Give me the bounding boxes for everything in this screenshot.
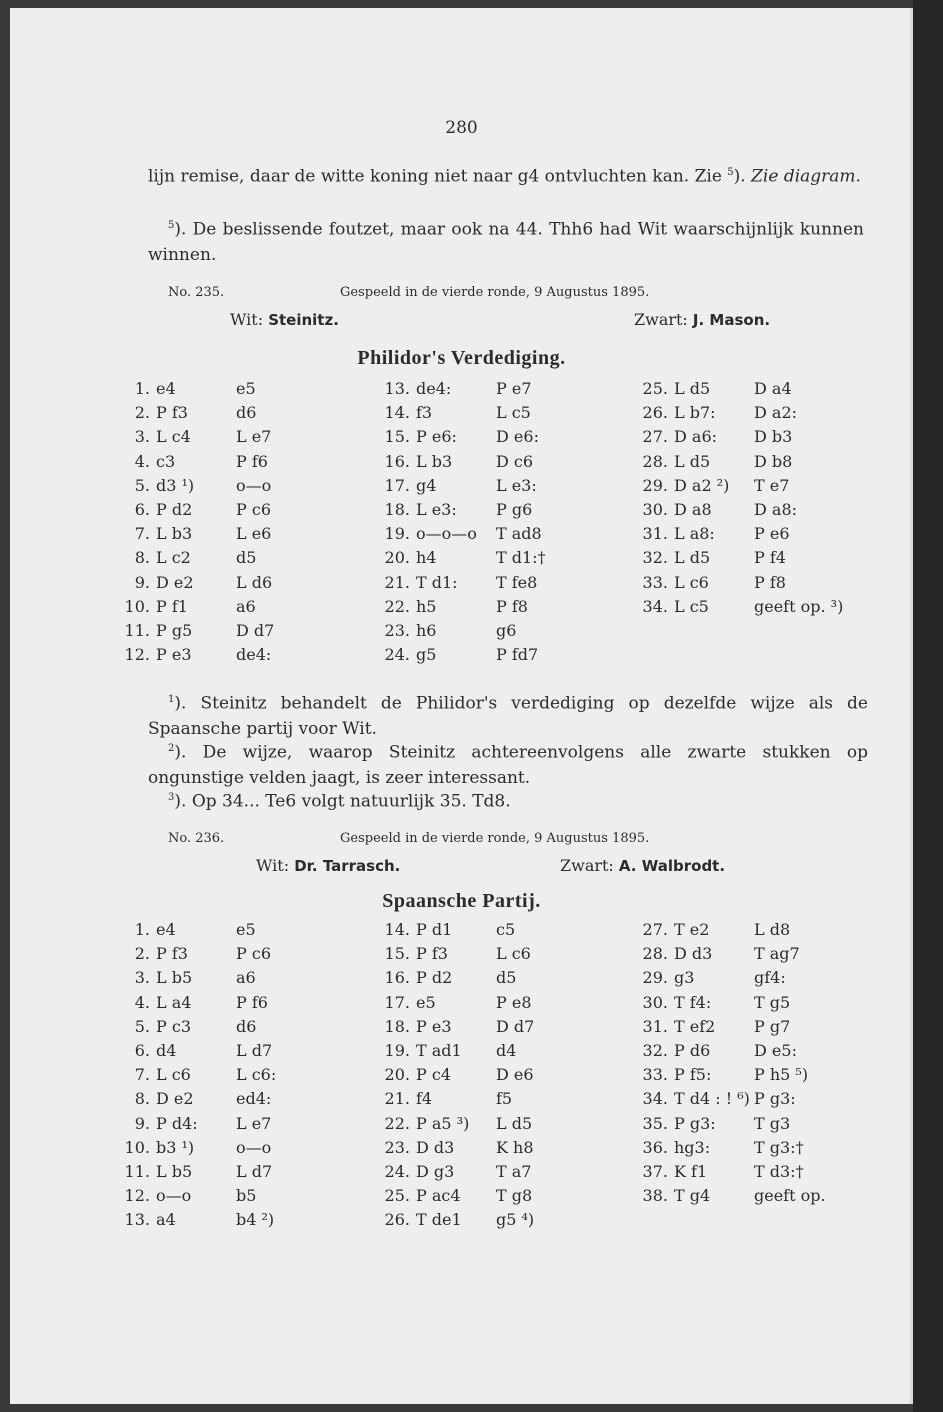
move-number: 23. xyxy=(384,1137,410,1157)
note-text: ). Op 34... Te6 volgt natuurlijk 35. Td8. xyxy=(174,791,511,812)
black-player: J. Mason. xyxy=(692,311,771,329)
white-move: T d1: xyxy=(416,572,458,592)
black-move: D a8: xyxy=(754,500,798,519)
black-label: Zwart: xyxy=(634,310,688,329)
move-number: 30. xyxy=(642,500,668,519)
white-move: D a6: xyxy=(674,427,718,447)
white-move: h4 xyxy=(416,548,437,568)
black-move: D a4 xyxy=(754,379,792,398)
move-number: 1. xyxy=(134,379,150,398)
black-move: ed4: xyxy=(236,1089,272,1109)
black-move: D e5: xyxy=(754,1041,797,1060)
move-number: 16. xyxy=(384,451,410,471)
black-move: L c6: xyxy=(236,1065,277,1085)
move-number: 26. xyxy=(384,1210,410,1230)
white-move: K f1 xyxy=(674,1162,708,1181)
white-move: L b3 xyxy=(156,524,193,544)
game1-number: No. 235. xyxy=(168,285,225,300)
black-move: L d5 xyxy=(496,1113,533,1133)
black-move: L c5 xyxy=(496,403,531,423)
game1-note-2 xyxy=(148,736,868,791)
move-number: 9. xyxy=(134,1113,150,1133)
note-ref: 3 xyxy=(168,792,175,803)
white-move: P ac4 xyxy=(416,1186,461,1206)
intro-tail: ). xyxy=(733,166,752,187)
move-number: 15. xyxy=(384,944,410,964)
game1-note-3 xyxy=(148,785,868,815)
black-move: L e7 xyxy=(236,427,272,447)
black-move: de4: xyxy=(236,645,272,665)
game2-moves-col3 xyxy=(630,918,870,1238)
move-number: 12. xyxy=(124,645,150,665)
white-move: T ef2 xyxy=(674,1016,716,1036)
move-number: 11. xyxy=(124,621,150,640)
white-move: g4 xyxy=(416,475,437,495)
black-move: P fd7 xyxy=(496,645,539,665)
game2-moves-col2 xyxy=(372,918,592,1238)
black-move: o—o xyxy=(236,1137,272,1157)
move-number: 33. xyxy=(642,572,668,592)
black-move: P f4 xyxy=(754,548,786,568)
black-move: gf4: xyxy=(754,968,786,988)
game1-note-1 xyxy=(148,687,868,742)
game1-moves-col3 xyxy=(630,377,870,677)
white-move: L d5 xyxy=(674,548,711,568)
white-move: D e2 xyxy=(156,572,194,592)
white-move: L c2 xyxy=(156,548,191,568)
move-number: 37. xyxy=(642,1162,668,1181)
white-label: Wit: xyxy=(256,856,290,875)
white-move: D a8 xyxy=(674,500,712,519)
black-move: T d3:† xyxy=(754,1162,804,1181)
white-move: o—o xyxy=(156,1186,192,1206)
white-move: P d6 xyxy=(674,1041,711,1060)
black-move: P g7 xyxy=(754,1016,791,1036)
move-number: 24. xyxy=(384,1162,410,1181)
black-move: P c6 xyxy=(236,944,271,964)
intro-italic: Zie diagram. xyxy=(751,166,861,187)
white-move: L b5 xyxy=(156,1162,193,1181)
white-move: P e3 xyxy=(156,645,192,665)
black-move: a6 xyxy=(236,596,256,616)
move-number: 6. xyxy=(134,500,150,519)
white-move: P f3 xyxy=(416,944,448,964)
black-move: T fe8 xyxy=(496,572,538,592)
black-move: T a7 xyxy=(496,1162,532,1181)
move-number: 28. xyxy=(642,944,668,964)
black-move: o—o xyxy=(236,475,272,495)
move-number: 16. xyxy=(384,968,410,988)
black-move: T ad8 xyxy=(496,524,542,544)
move-number: 27. xyxy=(642,920,668,939)
game2-opening: Spaansche Partij. xyxy=(382,890,541,912)
white-move: e4 xyxy=(156,920,176,939)
white-move: b3 ¹) xyxy=(156,1137,195,1157)
black-move: P g3: xyxy=(754,1089,796,1109)
black-move: L d7 xyxy=(236,1041,273,1060)
white-move: T de1 xyxy=(416,1210,462,1230)
move-number: 25. xyxy=(642,379,668,398)
black-move: d5 xyxy=(496,968,517,988)
move-number: 22. xyxy=(384,1113,410,1133)
black-move: P e7 xyxy=(496,379,532,398)
page-number: 280 xyxy=(445,118,478,138)
black-move: T d1:† xyxy=(496,548,546,568)
white-move: P f5: xyxy=(674,1065,712,1085)
move-number: 3. xyxy=(134,968,150,988)
black-move: d5 xyxy=(236,548,257,568)
white-move: L b3 xyxy=(416,451,453,471)
note-ref: 1 xyxy=(168,694,175,705)
move-number: 24. xyxy=(384,645,410,665)
black-move: P f8 xyxy=(754,572,786,592)
white-move: d3 ¹) xyxy=(156,475,195,495)
move-number: 20. xyxy=(384,548,410,568)
note-5-ref: 5 xyxy=(168,220,175,231)
black-move: P h5 ⁵) xyxy=(754,1065,809,1085)
game1-moves-col1 xyxy=(112,377,332,677)
game1-white xyxy=(230,310,339,329)
black-move: b4 ²) xyxy=(236,1210,275,1230)
move-number: 18. xyxy=(384,500,410,519)
white-move: L c6 xyxy=(674,572,709,592)
white-move: P e6: xyxy=(416,427,457,447)
game1-moves-col2 xyxy=(372,377,592,677)
game2-white xyxy=(256,856,400,875)
note-5-text: ). De beslissende foutzet, maar ook na 44. Thh6 had Wit waarschijnlijk kunnen winnen. xyxy=(148,219,864,265)
black-move: geeft op. xyxy=(754,1186,826,1206)
white-move: g3 xyxy=(674,968,695,988)
move-number: 30. xyxy=(642,992,668,1012)
white-label: Wit: xyxy=(230,310,264,329)
move-number: 38. xyxy=(642,1186,668,1206)
white-move: L b5 xyxy=(156,968,193,988)
move-number: 3. xyxy=(134,427,150,447)
white-move: L e3: xyxy=(416,500,457,519)
black-move: D d7 xyxy=(236,621,275,640)
move-number: 8. xyxy=(134,548,150,568)
black-move: T g8 xyxy=(496,1186,533,1206)
white-move: L c6 xyxy=(156,1065,191,1085)
black-move: d4 xyxy=(496,1041,517,1060)
black-move: D e6 xyxy=(496,1065,534,1085)
white-move: o—o—o xyxy=(416,524,477,544)
move-number: 19. xyxy=(384,524,410,544)
move-number: 11. xyxy=(124,1162,150,1181)
white-move: T f4: xyxy=(674,992,712,1012)
black-move: D e6: xyxy=(496,427,539,447)
white-move: T d4 : ! ⁶) xyxy=(674,1089,750,1109)
white-move: P d2 xyxy=(416,968,453,988)
white-move: d4 xyxy=(156,1041,177,1060)
move-number: 1. xyxy=(134,920,150,939)
page-edge xyxy=(913,0,943,1412)
move-number: 4. xyxy=(134,992,150,1012)
black-move: L d6 xyxy=(236,572,273,592)
move-number: 2. xyxy=(134,944,150,964)
white-move: h5 xyxy=(416,596,437,616)
white-move: L d5 xyxy=(674,451,711,471)
black-move: f5 xyxy=(496,1089,513,1109)
black-move: geeft op. ³) xyxy=(754,596,844,616)
move-number: 13. xyxy=(124,1210,150,1230)
move-number: 18. xyxy=(384,1016,410,1036)
black-move: L c6 xyxy=(496,944,531,964)
black-move: P g6 xyxy=(496,500,533,519)
move-number: 4. xyxy=(134,451,150,471)
white-move: T g4 xyxy=(674,1186,711,1206)
move-number: 5. xyxy=(134,1016,150,1036)
black-move: P e6 xyxy=(754,524,790,544)
move-number: 17. xyxy=(384,475,410,495)
move-number: 29. xyxy=(642,968,668,988)
intro-paragraph xyxy=(148,160,864,190)
black-move: L d8 xyxy=(754,920,791,939)
move-number: 5. xyxy=(134,475,150,495)
black-move: T g3:† xyxy=(754,1137,804,1157)
white-move: P d2 xyxy=(156,500,193,519)
intro-line1: lijn remise, daar de witte koning niet naar g4 ontvluchten kan. Zie xyxy=(148,166,728,187)
black-move: a6 xyxy=(236,968,256,988)
move-number: 14. xyxy=(384,403,410,423)
white-move: P c4 xyxy=(416,1065,451,1085)
black-move: T g3 xyxy=(754,1113,791,1133)
black-move: T ag7 xyxy=(754,944,800,964)
move-number: 33. xyxy=(642,1065,668,1085)
white-move: D d3 xyxy=(674,944,713,964)
move-number: 36. xyxy=(642,1137,668,1157)
black-move: d6 xyxy=(236,403,257,423)
intro-ref: 5 xyxy=(727,167,734,178)
note-ref: 2 xyxy=(168,743,175,754)
move-number: 22. xyxy=(384,596,410,616)
white-move: P d1 xyxy=(416,920,453,939)
black-move: L e3: xyxy=(496,475,537,495)
move-number: 32. xyxy=(642,1041,668,1060)
move-number: 21. xyxy=(384,1089,410,1109)
black-move: D b8 xyxy=(754,451,793,471)
white-player: Steinitz. xyxy=(268,311,339,329)
game2-event: Gespeeld in de vierde ronde, 9 Augustus 1895. xyxy=(340,831,650,846)
black-move: g5 ⁴) xyxy=(496,1210,535,1230)
move-number: 19. xyxy=(384,1041,410,1060)
move-number: 10. xyxy=(124,596,150,616)
move-number: 12. xyxy=(124,1186,150,1206)
black-player: A. Walbrodt. xyxy=(618,857,726,875)
white-move: P a5 ³) xyxy=(416,1113,470,1133)
white-move: L b7: xyxy=(674,403,716,423)
move-number: 8. xyxy=(134,1089,150,1109)
move-number: 31. xyxy=(642,1016,668,1036)
move-number: 31. xyxy=(642,524,668,544)
black-move: P c6 xyxy=(236,500,271,519)
note-text: ). Steinitz behandelt de Philidor's verdediging op dezelfde wijze als de Spaansche partij voor Wit. xyxy=(148,693,868,739)
white-move: D a2 ²) xyxy=(674,475,730,495)
white-move: P g3: xyxy=(674,1113,716,1133)
move-number: 27. xyxy=(642,427,668,447)
black-move: D a2: xyxy=(754,403,798,423)
white-move: hg3: xyxy=(674,1137,711,1157)
move-number: 21. xyxy=(384,572,410,592)
move-number: 23. xyxy=(384,621,410,640)
white-player: Dr. Tarrasch. xyxy=(294,857,401,875)
black-move: g6 xyxy=(496,621,517,640)
white-move: e4 xyxy=(156,379,176,398)
black-move: T g5 xyxy=(754,992,791,1012)
move-number: 35. xyxy=(642,1113,668,1133)
white-move: f3 xyxy=(416,403,433,423)
move-number: 15. xyxy=(384,427,410,447)
move-number: 28. xyxy=(642,451,668,471)
white-move: e5 xyxy=(416,992,436,1012)
white-move: P f3 xyxy=(156,403,188,423)
black-move: L e7 xyxy=(236,1113,272,1133)
black-move: L e6 xyxy=(236,524,272,544)
white-move: D d3 xyxy=(416,1137,455,1157)
book-page xyxy=(10,8,913,1404)
black-move: P f8 xyxy=(496,596,528,616)
move-number: 7. xyxy=(134,1065,150,1085)
black-move: P f6 xyxy=(236,451,268,471)
white-move: h6 xyxy=(416,621,437,640)
move-number: 10. xyxy=(124,1137,150,1157)
black-move: P e8 xyxy=(496,992,532,1012)
white-move: T e2 xyxy=(674,920,710,939)
white-move: L c5 xyxy=(674,596,709,616)
black-move: D c6 xyxy=(496,451,534,471)
white-move: P d4: xyxy=(156,1113,198,1133)
white-move: L a4 xyxy=(156,992,192,1012)
game2-moves-col1 xyxy=(112,918,332,1238)
white-move: D e2 xyxy=(156,1089,194,1109)
note-5 xyxy=(148,213,864,268)
move-number: 20. xyxy=(384,1065,410,1085)
white-move: P g5 xyxy=(156,621,193,640)
move-number: 6. xyxy=(134,1041,150,1060)
game2-black xyxy=(560,856,725,875)
move-number: 34. xyxy=(642,596,668,616)
black-move: L d7 xyxy=(236,1162,273,1181)
black-move: D b3 xyxy=(754,427,793,447)
black-move: D d7 xyxy=(496,1016,535,1036)
black-move: b5 xyxy=(236,1186,257,1206)
move-number: 34. xyxy=(642,1089,668,1109)
move-number: 14. xyxy=(384,920,410,939)
move-number: 17. xyxy=(384,992,410,1012)
white-move: P c3 xyxy=(156,1016,191,1036)
white-move: D g3 xyxy=(416,1162,455,1181)
move-number: 29. xyxy=(642,475,668,495)
black-move: T e7 xyxy=(754,475,790,495)
white-move: g5 xyxy=(416,645,437,665)
white-move: L d5 xyxy=(674,379,711,398)
move-number: 32. xyxy=(642,548,668,568)
white-move: P e3 xyxy=(416,1016,452,1036)
black-move: K h8 xyxy=(496,1137,534,1157)
black-move: P f6 xyxy=(236,992,268,1012)
white-move: c3 xyxy=(156,451,176,471)
move-number: 7. xyxy=(134,524,150,544)
move-number: 2. xyxy=(134,403,150,423)
game1-event: Gespeeld in de vierde ronde, 9 Augustus 1895. xyxy=(340,285,650,300)
black-move: c5 xyxy=(496,920,516,939)
white-move: P f3 xyxy=(156,944,188,964)
black-move: e5 xyxy=(236,379,256,398)
move-number: 26. xyxy=(642,403,668,423)
black-move: d6 xyxy=(236,1016,257,1036)
white-move: a4 xyxy=(156,1210,176,1230)
move-number: 25. xyxy=(384,1186,410,1206)
white-move: L c4 xyxy=(156,427,191,447)
move-number: 13. xyxy=(384,379,410,398)
white-move: P f1 xyxy=(156,596,188,616)
note-text: ). De wijze, waarop Steinitz achtereenvolgens alle zwarte stukken op ongunstige velden jaagt, is zeer interessant. xyxy=(148,742,868,788)
move-number: 9. xyxy=(134,572,150,592)
black-move: e5 xyxy=(236,920,256,939)
black-label: Zwart: xyxy=(560,856,614,875)
white-move: f4 xyxy=(416,1089,433,1109)
white-move: T ad1 xyxy=(416,1041,462,1060)
white-move: de4: xyxy=(416,379,452,398)
game2-number: No. 236. xyxy=(168,831,225,846)
game1-black xyxy=(634,310,770,329)
white-move: L a8: xyxy=(674,524,715,544)
game1-opening: Philidor's Verdediging. xyxy=(357,347,566,369)
